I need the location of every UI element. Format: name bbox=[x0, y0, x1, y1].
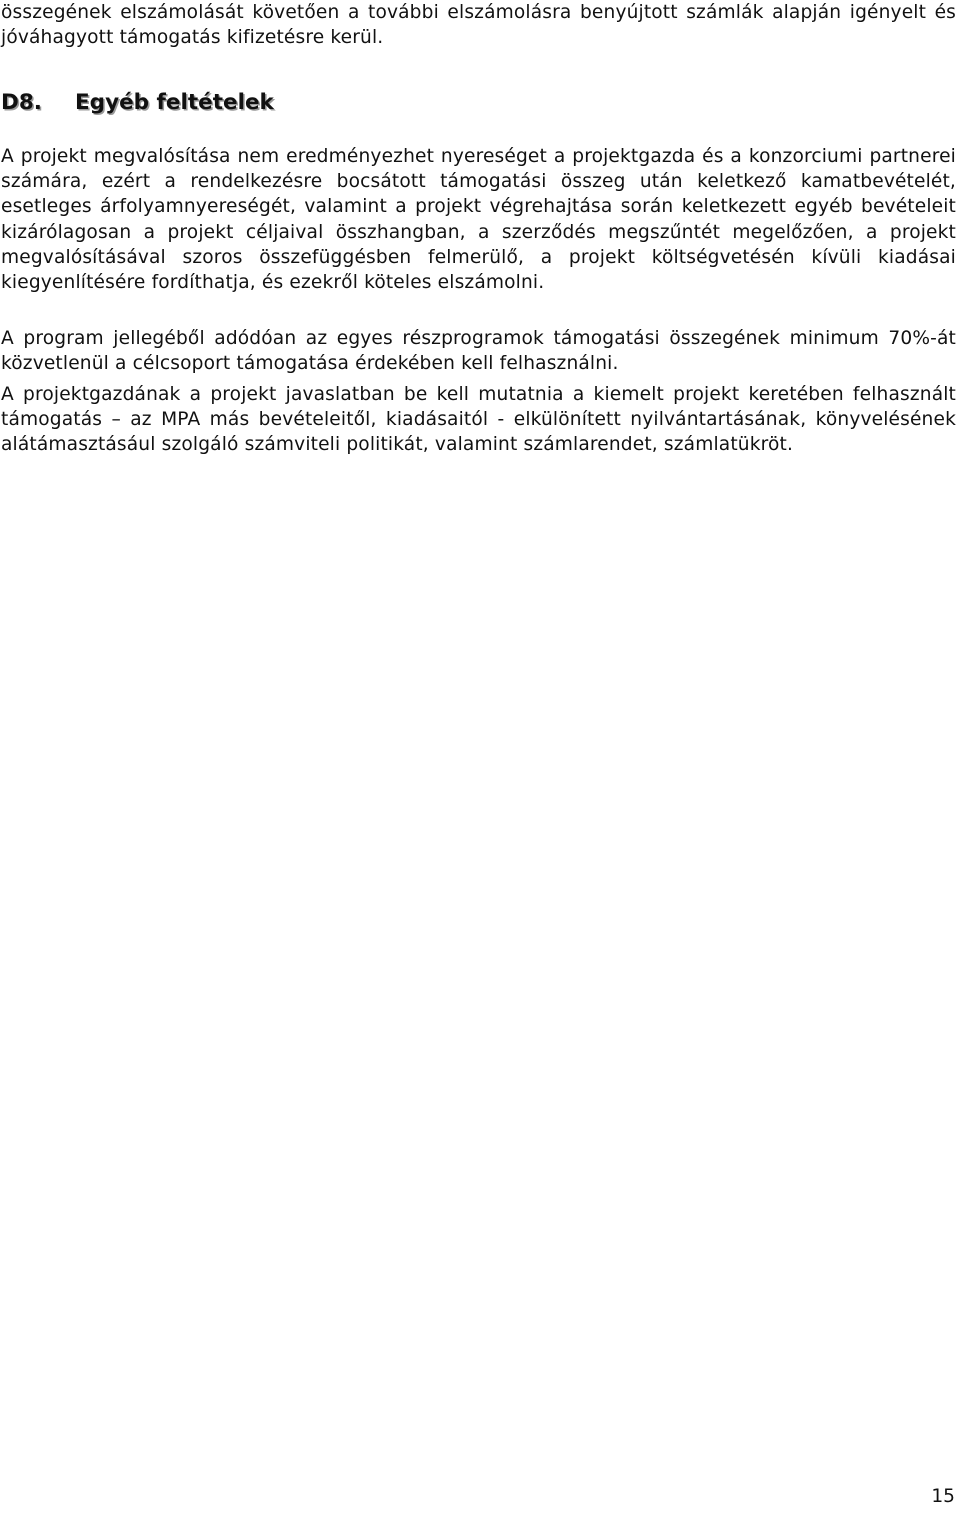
lead-paragraph: összegének elszámolását követően a további elszámolásra benyújtott számlák alapján igényelt és jóváhagyott támogatás kifizetésre kerül. bbox=[1, 2, 956, 49]
section-title: Egyéb feltételek bbox=[75, 90, 274, 115]
body-paragraph-1: A projekt megvalósítása nem eredményezhet nyereséget a projektgazda és a konzorciumi partnerei számára, ezért a rendelkezésre bocsátott támogatási összeg után keletkező kamatbevételét, esetleges árfolyamnyereségét, valamint a projekt végrehajtása során keletkezett egyéb bevételeit kizárólagosan a projekt céljaival összhangban, a szerződés megszűntét megelőzően, a projekt megvalósításával szoros összefüggésben felmerülő, a projekt költségvetésén kívüli kiadásai kiegyenlítésére fordíthatja, és ezekről köteles elszámolni. bbox=[1, 146, 956, 294]
body-paragraph-2: A program jellegéből adódóan az egyes részprogramok támogatási összegének minimum 70%-át közvetlenül a célcsoport támogatása érdekében kell felhasználni. bbox=[1, 328, 956, 375]
body-paragraph-3: A projektgazdának a projekt javaslatban be kell mutatnia a kiemelt projekt keretében felhasznált támogatás – az MPA más bevételeitől, kiadásaitól - elkülönített nyilvántartásának, könyvelésének alátámasztásául szolgáló számviteli politikát, valamint számlarendet, számlatükröt. bbox=[1, 384, 956, 456]
page-number: 15 bbox=[931, 1486, 955, 1507]
section-number: D8. bbox=[1, 90, 42, 115]
section-heading bbox=[1, 89, 274, 117]
